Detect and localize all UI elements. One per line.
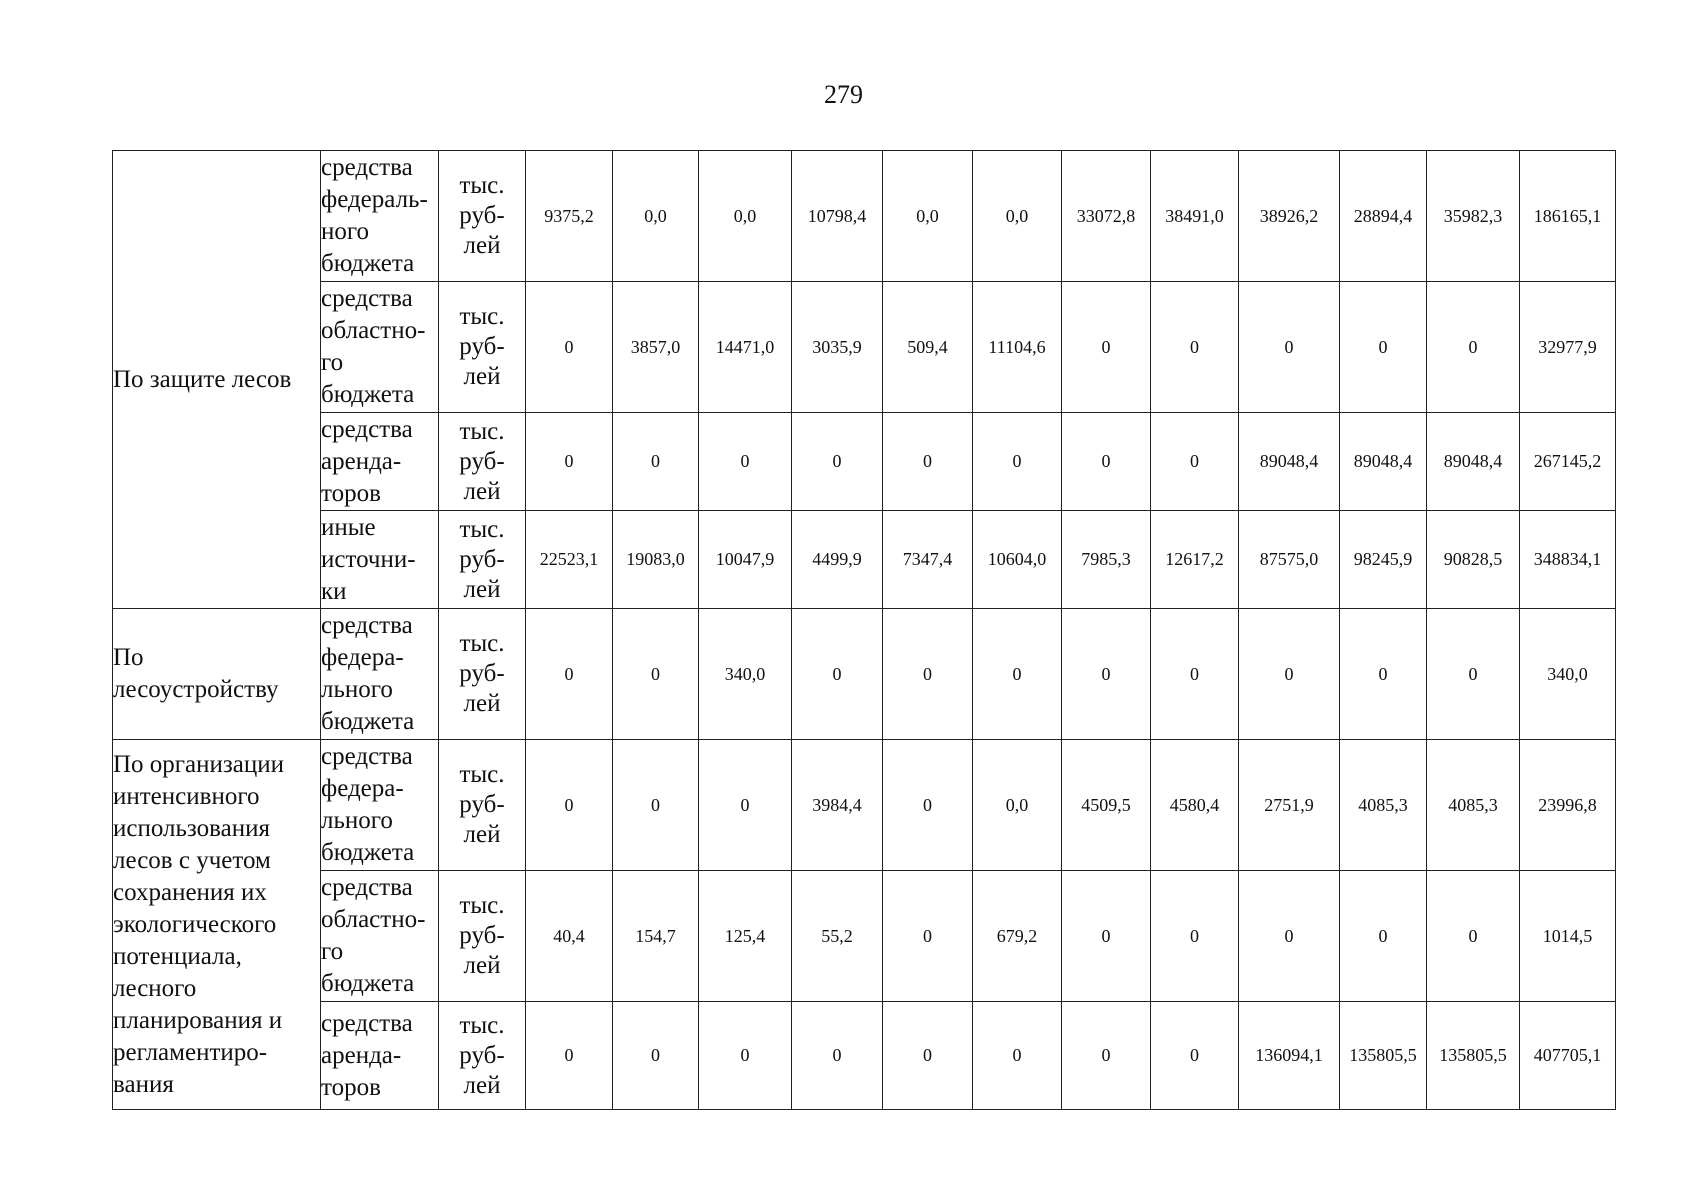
group-name-cell: По организации интенсивного использования лесов с учетом сохранения их экологического потенциала, лесного планирования и регламентиро- вания xyxy=(113,740,321,1110)
funding-source-cell: средства федера- льного бюджета xyxy=(321,609,439,740)
value-cell: 38491,0 xyxy=(1151,151,1239,282)
value-cell: 38926,2 xyxy=(1239,151,1340,282)
total-value-cell: 348834,1 xyxy=(1520,511,1616,609)
value-cell: 14471,0 xyxy=(699,282,792,413)
table-row xyxy=(113,609,1616,740)
value-cell: 0 xyxy=(1340,609,1427,740)
unit-cell: тыс. руб- лей xyxy=(439,740,526,871)
value-cell: 340,0 xyxy=(699,609,792,740)
value-cell: 0 xyxy=(1062,413,1151,511)
value-cell: 0 xyxy=(1062,282,1151,413)
group-name-cell: По лесоустройству xyxy=(113,609,321,740)
table-row xyxy=(113,413,1616,511)
unit-cell: тыс. руб- лей xyxy=(439,871,526,1002)
value-cell: 0 xyxy=(1340,282,1427,413)
value-cell: 7985,3 xyxy=(1062,511,1151,609)
value-cell: 9375,2 xyxy=(526,151,613,282)
value-cell: 125,4 xyxy=(699,871,792,1002)
value-cell: 0 xyxy=(699,413,792,511)
unit-cell: тыс. руб- лей xyxy=(439,413,526,511)
value-cell: 0 xyxy=(1427,609,1520,740)
value-cell: 0 xyxy=(1151,1002,1239,1110)
group-name-cell: По защите лесов xyxy=(113,151,321,609)
value-cell: 0 xyxy=(1062,1002,1151,1110)
value-cell: 0 xyxy=(699,740,792,871)
table-row xyxy=(113,511,1616,609)
value-cell: 0 xyxy=(613,413,699,511)
funding-source-cell: средства аренда- торов xyxy=(321,413,439,511)
value-cell: 509,4 xyxy=(883,282,973,413)
value-cell: 10798,4 xyxy=(792,151,883,282)
value-cell: 3984,4 xyxy=(792,740,883,871)
unit-cell: тыс. руб- лей xyxy=(439,609,526,740)
value-cell: 89048,4 xyxy=(1427,413,1520,511)
value-cell: 0 xyxy=(1239,282,1340,413)
value-cell: 90828,5 xyxy=(1427,511,1520,609)
value-cell: 679,2 xyxy=(973,871,1062,1002)
value-cell: 0 xyxy=(526,413,613,511)
value-cell: 0 xyxy=(613,1002,699,1110)
value-cell: 0 xyxy=(1427,282,1520,413)
table-row xyxy=(113,282,1616,413)
value-cell: 0 xyxy=(1239,609,1340,740)
value-cell: 0 xyxy=(1151,609,1239,740)
value-cell: 0 xyxy=(883,1002,973,1110)
value-cell: 0 xyxy=(613,609,699,740)
funding-source-cell: средства аренда- торов xyxy=(321,1002,439,1110)
value-cell: 98245,9 xyxy=(1340,511,1427,609)
value-cell: 0 xyxy=(883,609,973,740)
value-cell: 0 xyxy=(1151,282,1239,413)
financing-table xyxy=(112,150,1616,1110)
value-cell: 10047,9 xyxy=(699,511,792,609)
value-cell: 35982,3 xyxy=(1427,151,1520,282)
value-cell: 28894,4 xyxy=(1340,151,1427,282)
unit-cell: тыс. руб- лей xyxy=(439,1002,526,1110)
total-value-cell: 32977,9 xyxy=(1520,282,1616,413)
unit-cell: тыс. руб- лей xyxy=(439,151,526,282)
funding-source-cell: средства федераль- ного бюджета xyxy=(321,151,439,282)
total-value-cell: 23996,8 xyxy=(1520,740,1616,871)
total-value-cell: 1014,5 xyxy=(1520,871,1616,1002)
value-cell: 136094,1 xyxy=(1239,1002,1340,1110)
value-cell: 0,0 xyxy=(973,740,1062,871)
value-cell: 0 xyxy=(792,1002,883,1110)
unit-cell: тыс. руб- лей xyxy=(439,282,526,413)
funding-source-cell: средства федера- льного бюджета xyxy=(321,740,439,871)
total-value-cell: 407705,1 xyxy=(1520,1002,1616,1110)
value-cell: 0 xyxy=(973,1002,1062,1110)
value-cell: 4509,5 xyxy=(1062,740,1151,871)
value-cell: 135805,5 xyxy=(1427,1002,1520,1110)
value-cell: 0 xyxy=(883,740,973,871)
value-cell: 19083,0 xyxy=(613,511,699,609)
value-cell: 12617,2 xyxy=(1151,511,1239,609)
value-cell: 3857,0 xyxy=(613,282,699,413)
total-value-cell: 340,0 xyxy=(1520,609,1616,740)
value-cell: 0,0 xyxy=(973,151,1062,282)
value-cell: 4085,3 xyxy=(1427,740,1520,871)
value-cell: 0 xyxy=(526,740,613,871)
table-body xyxy=(113,151,1616,1110)
value-cell: 0 xyxy=(1427,871,1520,1002)
value-cell: 22523,1 xyxy=(526,511,613,609)
page-number: 279 xyxy=(824,80,863,109)
value-cell: 0 xyxy=(526,609,613,740)
value-cell: 7347,4 xyxy=(883,511,973,609)
value-cell: 154,7 xyxy=(613,871,699,1002)
value-cell: 0 xyxy=(1062,871,1151,1002)
value-cell: 0 xyxy=(1239,871,1340,1002)
value-cell: 87575,0 xyxy=(1239,511,1340,609)
value-cell: 0 xyxy=(526,282,613,413)
value-cell: 0 xyxy=(1151,871,1239,1002)
value-cell: 0 xyxy=(1062,609,1151,740)
value-cell: 0 xyxy=(1151,413,1239,511)
value-cell: 40,4 xyxy=(526,871,613,1002)
value-cell: 4499,9 xyxy=(792,511,883,609)
table-row xyxy=(113,1002,1616,1110)
total-value-cell: 267145,2 xyxy=(1520,413,1616,511)
value-cell: 11104,6 xyxy=(973,282,1062,413)
value-cell: 0 xyxy=(1340,871,1427,1002)
value-cell: 0 xyxy=(613,740,699,871)
value-cell: 55,2 xyxy=(792,871,883,1002)
value-cell: 0 xyxy=(526,1002,613,1110)
value-cell: 0,0 xyxy=(883,151,973,282)
total-value-cell: 186165,1 xyxy=(1520,151,1616,282)
value-cell: 0 xyxy=(699,1002,792,1110)
value-cell: 89048,4 xyxy=(1239,413,1340,511)
value-cell: 0 xyxy=(883,413,973,511)
funding-source-cell: средства областно- го бюджета xyxy=(321,282,439,413)
funding-source-cell: средства областно- го бюджета xyxy=(321,871,439,1002)
value-cell: 0 xyxy=(792,609,883,740)
unit-cell: тыс. руб- лей xyxy=(439,511,526,609)
table-row xyxy=(113,151,1616,282)
value-cell: 0 xyxy=(883,871,973,1002)
table-row xyxy=(113,740,1616,871)
value-cell: 0,0 xyxy=(613,151,699,282)
value-cell: 2751,9 xyxy=(1239,740,1340,871)
value-cell: 0 xyxy=(973,413,1062,511)
value-cell: 0 xyxy=(973,609,1062,740)
table-row xyxy=(113,871,1616,1002)
funding-source-cell: иные источни- ки xyxy=(321,511,439,609)
value-cell: 4580,4 xyxy=(1151,740,1239,871)
value-cell: 10604,0 xyxy=(973,511,1062,609)
value-cell: 0 xyxy=(792,413,883,511)
value-cell: 135805,5 xyxy=(1340,1002,1427,1110)
value-cell: 33072,8 xyxy=(1062,151,1151,282)
value-cell: 4085,3 xyxy=(1340,740,1427,871)
value-cell: 89048,4 xyxy=(1340,413,1427,511)
value-cell: 3035,9 xyxy=(792,282,883,413)
value-cell: 0,0 xyxy=(699,151,792,282)
